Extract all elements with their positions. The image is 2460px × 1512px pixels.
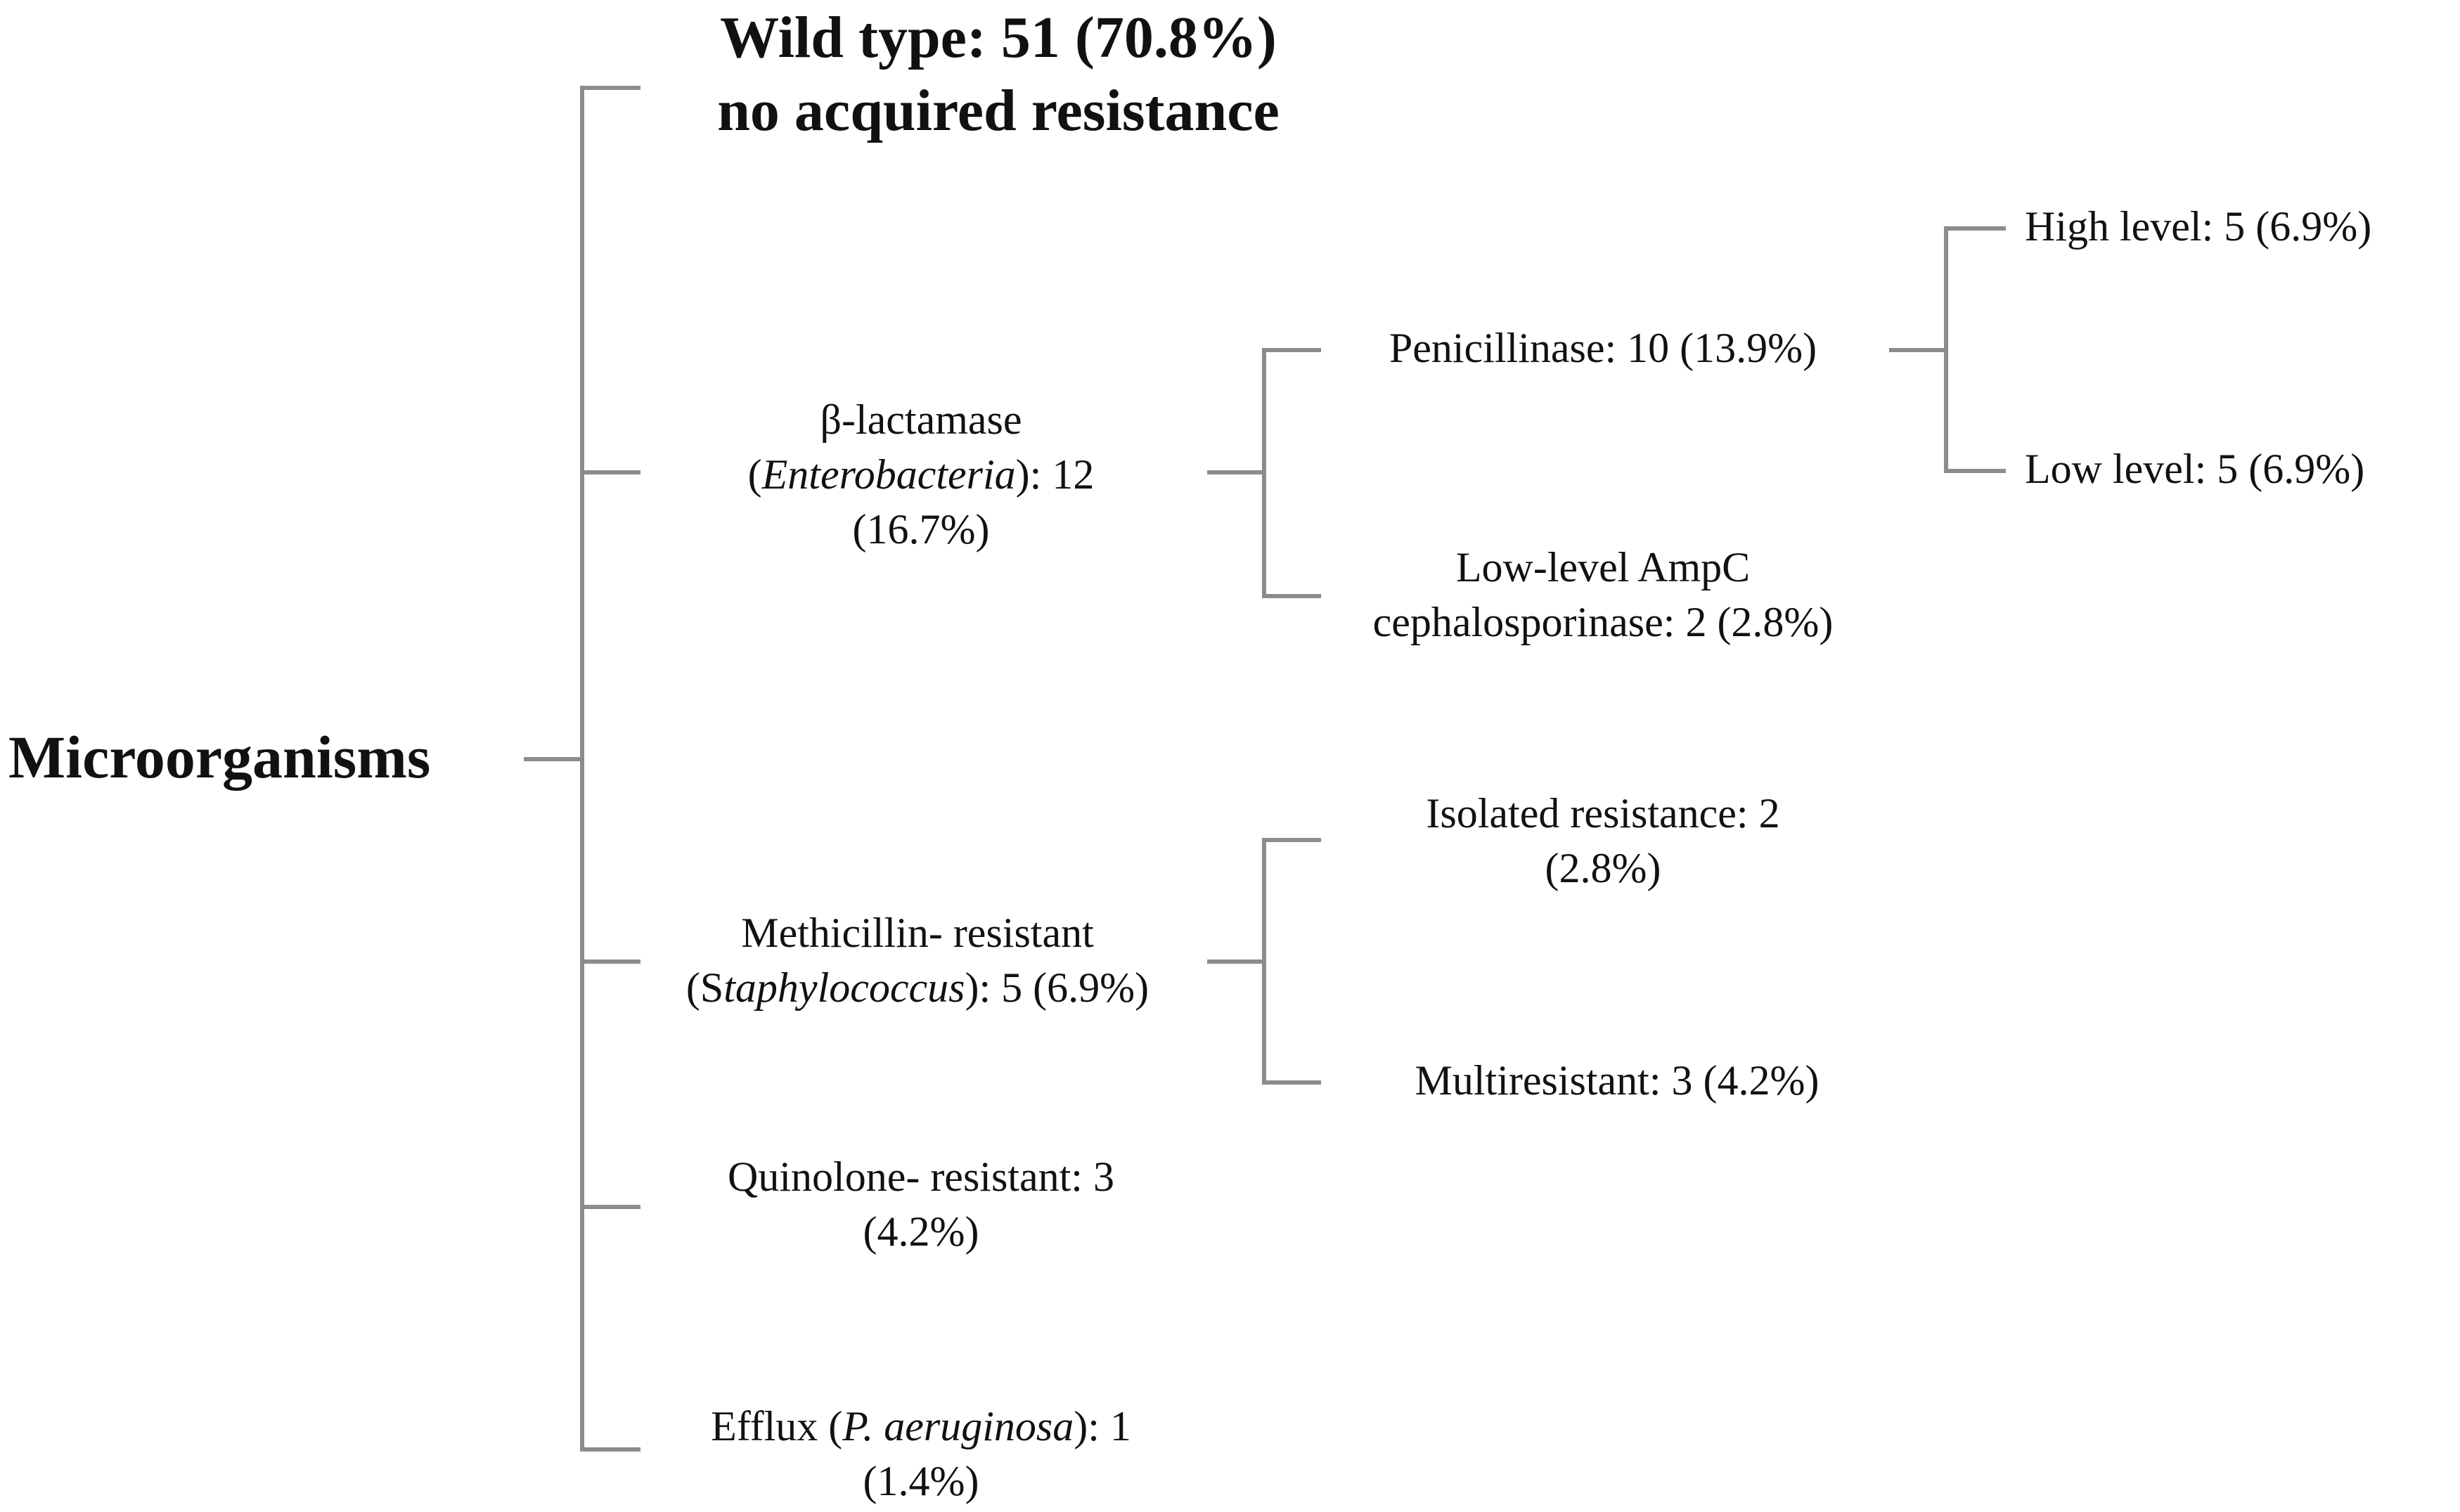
wild-type-node [647,1,1350,148]
beta-lactamase-line2: (Enterobacteria): 12 [747,451,1095,498]
efflux-organism: P. aeruginosa [842,1403,1074,1449]
multiresistant-label: Multiresistant: 3 (4.2%) [1415,1057,1820,1104]
wild-type-line2: no acquired resistance [717,78,1280,144]
quinolone-line1: Quinolone- resistant: 3 [728,1154,1114,1200]
beta-lactamase-node [647,392,1195,557]
efflux-node [647,1399,1195,1508]
high-level-node [2025,199,2454,254]
quinolone-line2: (4.2%) [863,1208,979,1255]
isolated-resistance-node [1322,786,1884,896]
efflux-line2: (1.4%) [863,1458,979,1504]
methicillin-line1: Methicillin- resistant [741,910,1094,956]
high-level-label: High level: 5 (6.9%) [2025,203,2372,250]
beta-lactamase-line1: β-lactamase [820,396,1022,443]
isolated-line2: (2.8%) [1545,845,1661,891]
ampc-line1: Low-level AmpC [1455,544,1751,590]
efflux-line1: Efflux (P. aeruginosa): 1 [711,1403,1131,1449]
multiresistant-node [1336,1053,1898,1108]
ampc-line2: cephalosporinase: 2 (2.8%) [1372,599,1834,645]
methicillin-organism: taphylococcus [723,964,965,1011]
low-level-node [2025,441,2454,496]
wild-type-line1: Wild type: 51 (70.8%) [720,5,1277,70]
isolated-line1: Isolated resistance: 2 [1426,790,1780,836]
penicillinase-node [1329,321,1877,375]
methicillin-node [633,905,1202,1015]
beta-lactamase-line3: (16.7%) [852,506,990,553]
ampc-node [1315,540,1891,650]
methicillin-line2: (Staphylococcus): 5 (6.9%) [685,964,1149,1011]
low-level-label: Low level: 5 (6.9%) [2025,446,2365,492]
quinolone-node [647,1149,1195,1259]
beta-lactamase-organism: Enterobacteria [761,451,1016,498]
root-node [8,718,430,797]
penicillinase-label: Penicillinase: 10 (13.9%) [1389,325,1817,371]
root-label: Microorganisms [8,723,431,791]
